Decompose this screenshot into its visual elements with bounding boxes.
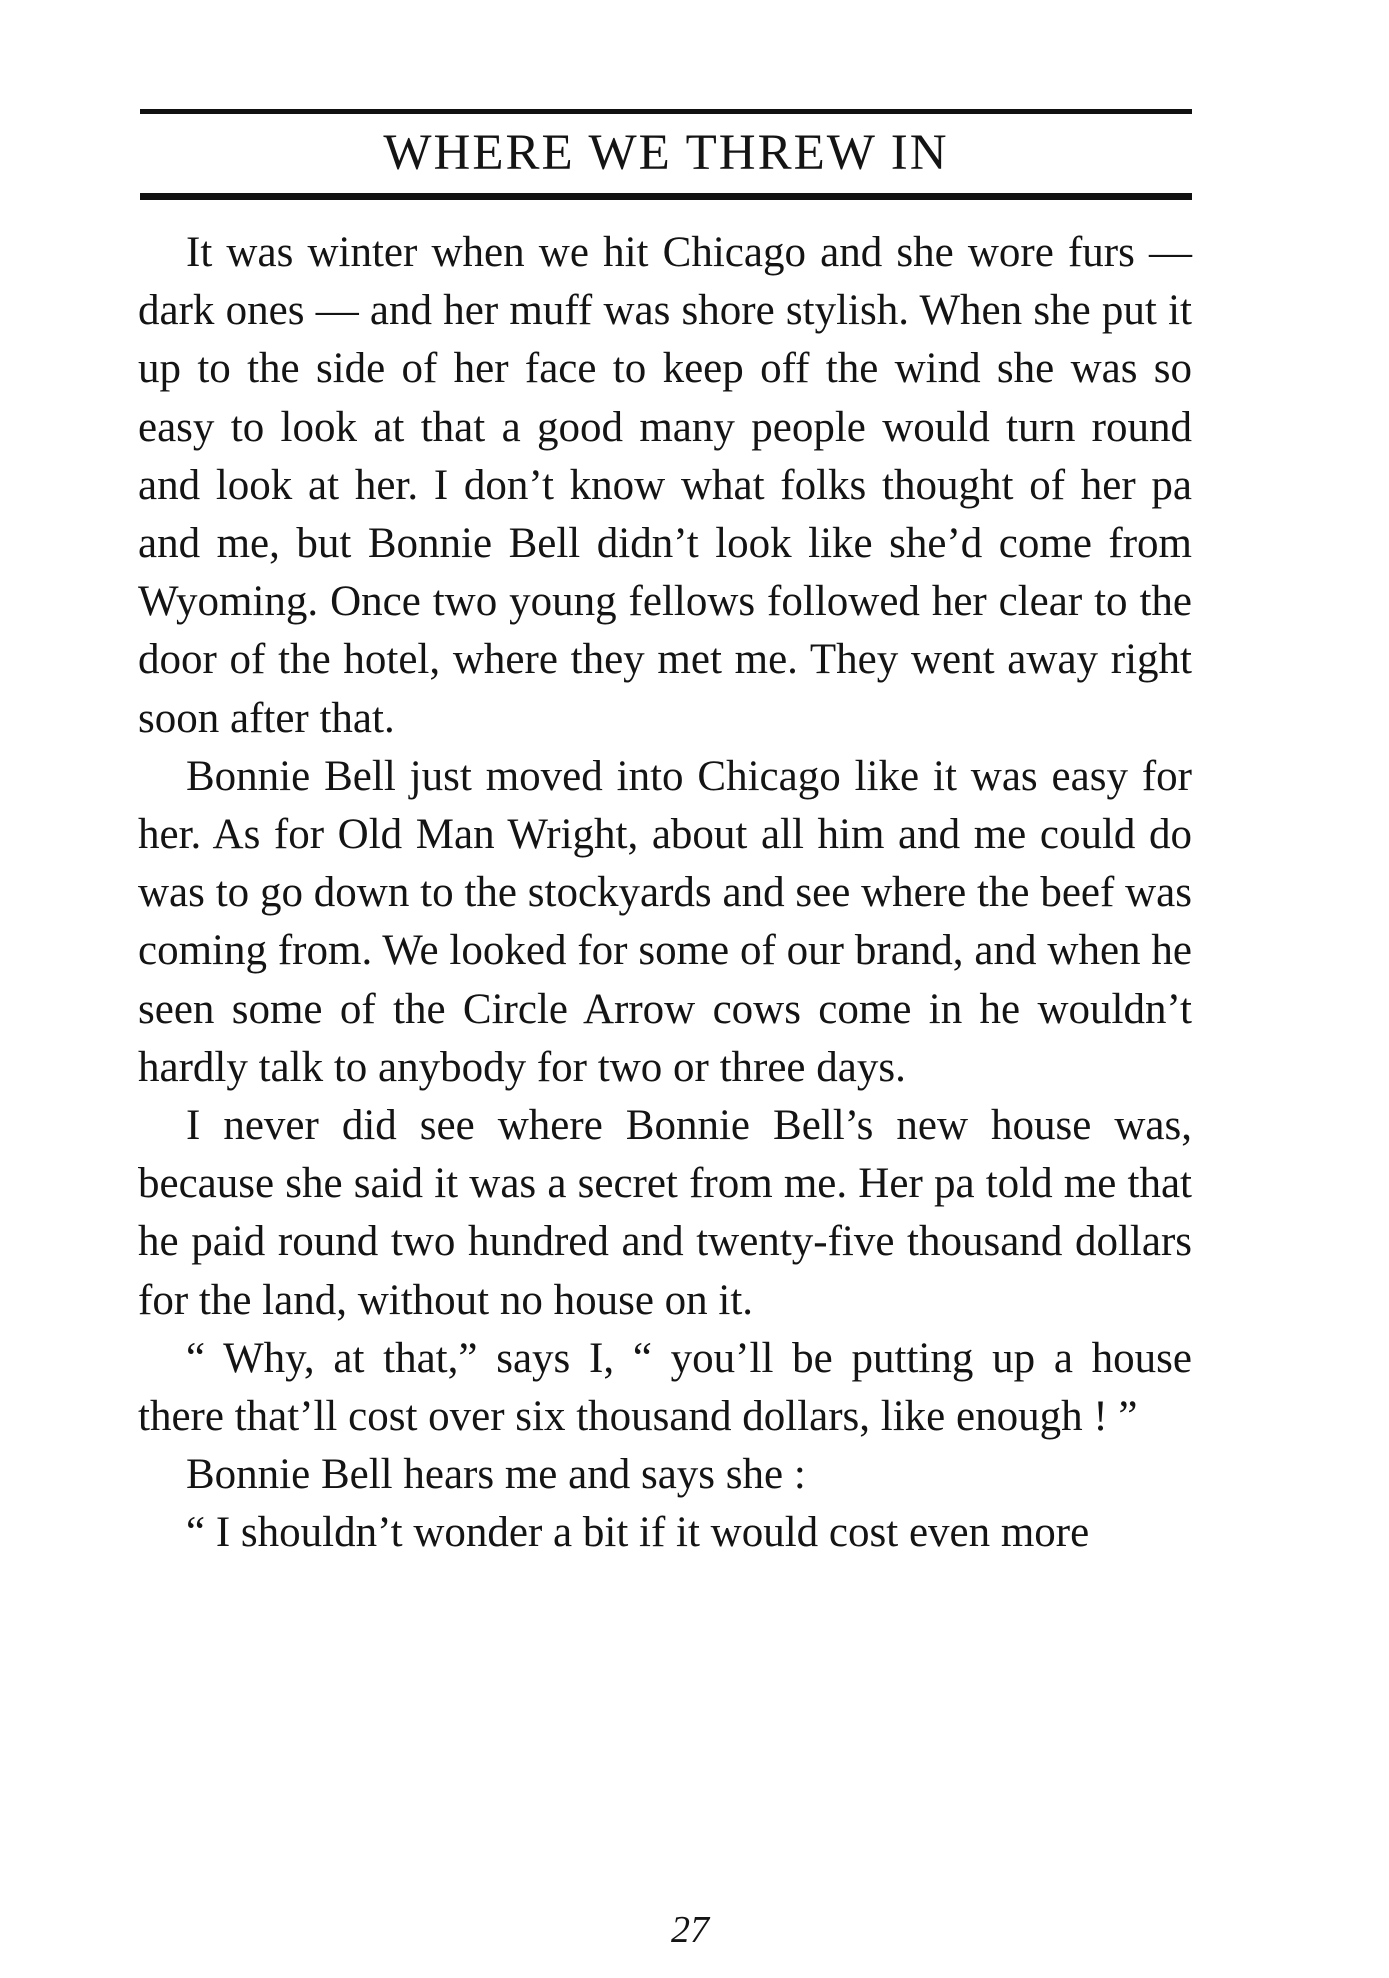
header-rule-top [140,109,1192,114]
paragraph: I never did see where Bonnie Bell’s new house was, because she said it was a secret from me. Her pa told me that he paid round two hundred and twenty-five thousand dollars for the land, without no house on it. [138,1102,1192,1324]
paragraph: It was winter when we hit Chicago and she wore furs — dark ones — and her muff was shore stylish. When she put it up to the side of her face to keep off the wind she was so easy to look at that a good many people would turn round and look at her. I don’t know what folks thought of her pa and me, but Bonnie Bell didn’t look like she’d come from Wyoming. Once two young fellows followed her clear to the door of the hotel, where they met me. They went away right soon after that. [138,229,1192,742]
running-head: WHERE WE THREW IN [383,125,949,181]
header-rule-bottom [140,193,1192,200]
paragraph: “ Why, at that,” says I, “ you’ll be putting up a house there that’ll cost over six thousand dollars, like enough ! ” [138,1334,1192,1441]
page-number: 27 [671,1909,709,1951]
body-text [138,224,1192,1563]
paragraph: Bonnie Bell hears me and says she : [186,1451,806,1499]
paragraph: Bonnie Bell just moved into Chicago like it was easy for her. As for Old Man Wright, about all him and me could do was to go down to the stockyards and see where the beef was coming from. We looked for some of our brand, and when he seen some of the Circle Arrow cows come in he wouldn’t hardly talk to anybody for two or three days. [138,752,1192,1091]
paragraph: “ I shouldn’t wonder a bit if it would cost even more [186,1509,1090,1557]
